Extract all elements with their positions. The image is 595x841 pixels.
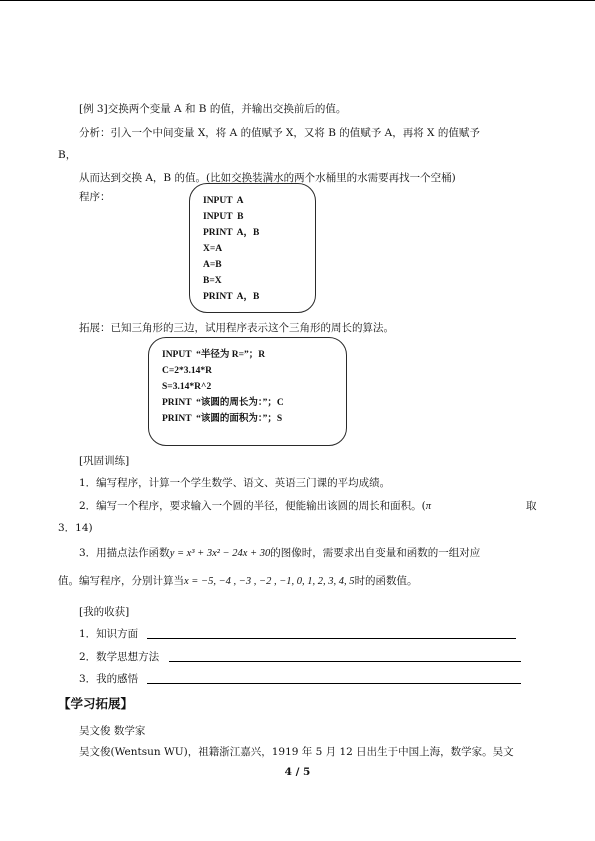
study-heading: 【学习拓展】: [58, 696, 134, 711]
practice-item-2-cont: 3．14): [58, 522, 93, 534]
analysis-line-3: 从而达到交换 A，B 的值。(比如交换装满水的两个水桶里的水需要再找一个空桶): [79, 172, 456, 184]
practice-item-3: 3．用描点法作函数y = x³ + 3x² − 24x + 30的图像时，需要求出自变量和函数的一组对应: [79, 547, 481, 559]
program-code-line: INPUT A: [203, 196, 244, 206]
program-code-line: INPUT B: [203, 212, 244, 222]
program-code-line: PRINT A，B: [203, 292, 260, 302]
harvest-heading: [我的收获]: [79, 606, 130, 618]
study-bio: 吴文俊(Wentsun WU)，祖籍浙江嘉兴，1919 年 5 月 12 日出生于中国上海，数学家。吴文: [79, 746, 514, 758]
program-code-line: A=B: [203, 260, 222, 270]
extension-code-line: C=2*3.14*R: [162, 366, 213, 376]
insight-answer-line: [147, 683, 521, 684]
practice-item-1: 1．编写程序，计算一个学生数学、语文、英语三门课的平均成绩。: [79, 477, 391, 489]
extension-code-line: S=3.14*R^2: [162, 382, 212, 392]
program-code-line: PRINT A，B: [203, 228, 260, 238]
extension-text: 拓展：已知三角形的三边，试用程序表示这个三角形的周长的算法。: [79, 322, 394, 334]
analysis-line-2: B，: [58, 149, 77, 161]
extension-code-line: PRINT “该圆的面积为：”；S: [162, 414, 283, 424]
program-code: [203, 193, 259, 305]
harvest-item-knowledge: 1．知识方面: [79, 628, 139, 640]
extension-code: [162, 347, 284, 427]
pi-symbol: π: [425, 501, 432, 512]
practice-heading: [巩固训练]: [79, 455, 130, 467]
example-title: [例 3]交换两个变量 A 和 B 的值，并输出交换前后的值。: [79, 103, 347, 115]
extension-code-line: PRINT “该圆的周长为：”；C: [162, 398, 284, 408]
header-rule: [0, 0, 595, 1]
knowledge-answer-line: [147, 638, 516, 639]
harvest-item-methods: 2．数学思想方法: [79, 651, 160, 663]
practice-item-3-cont: 值。编写程序，分别计算当x = −5, −4 , −3 , −2 , −1, 0, 1, 2, 3, 4, 5时的函数值。: [58, 575, 418, 587]
harvest-item-insight: 3．我的感悟: [79, 673, 139, 685]
practice-item-2-end: 取: [526, 500, 537, 512]
program-label: 程序：: [79, 191, 111, 203]
function-formula: y = x³ + 3x² − 24x + 30: [169, 548, 271, 559]
practice-item-2: 2．编写一个程序，要求输入一个圆的半径，便能输出该圆的周长和面积。(π: [79, 500, 432, 512]
study-subtitle: 吴文俊 数学家: [79, 725, 146, 737]
program-code-line: X=A: [203, 244, 223, 254]
extension-code-line: INPUT “半径为 R=”；R: [162, 350, 266, 360]
methods-answer-line: [169, 661, 521, 662]
x-values: x = −5, −4 , −3 , −2 , −1, 0, 1, 2, 3, 4, 5: [184, 576, 355, 587]
analysis-line-1: 分析：引入一个中间变量 X，将 A 的值赋予 X，又将 B 的值赋予 A，再将 X 的值赋予: [79, 127, 480, 139]
page-number: 4 / 5: [284, 766, 311, 778]
program-code-line: B=X: [203, 276, 222, 286]
